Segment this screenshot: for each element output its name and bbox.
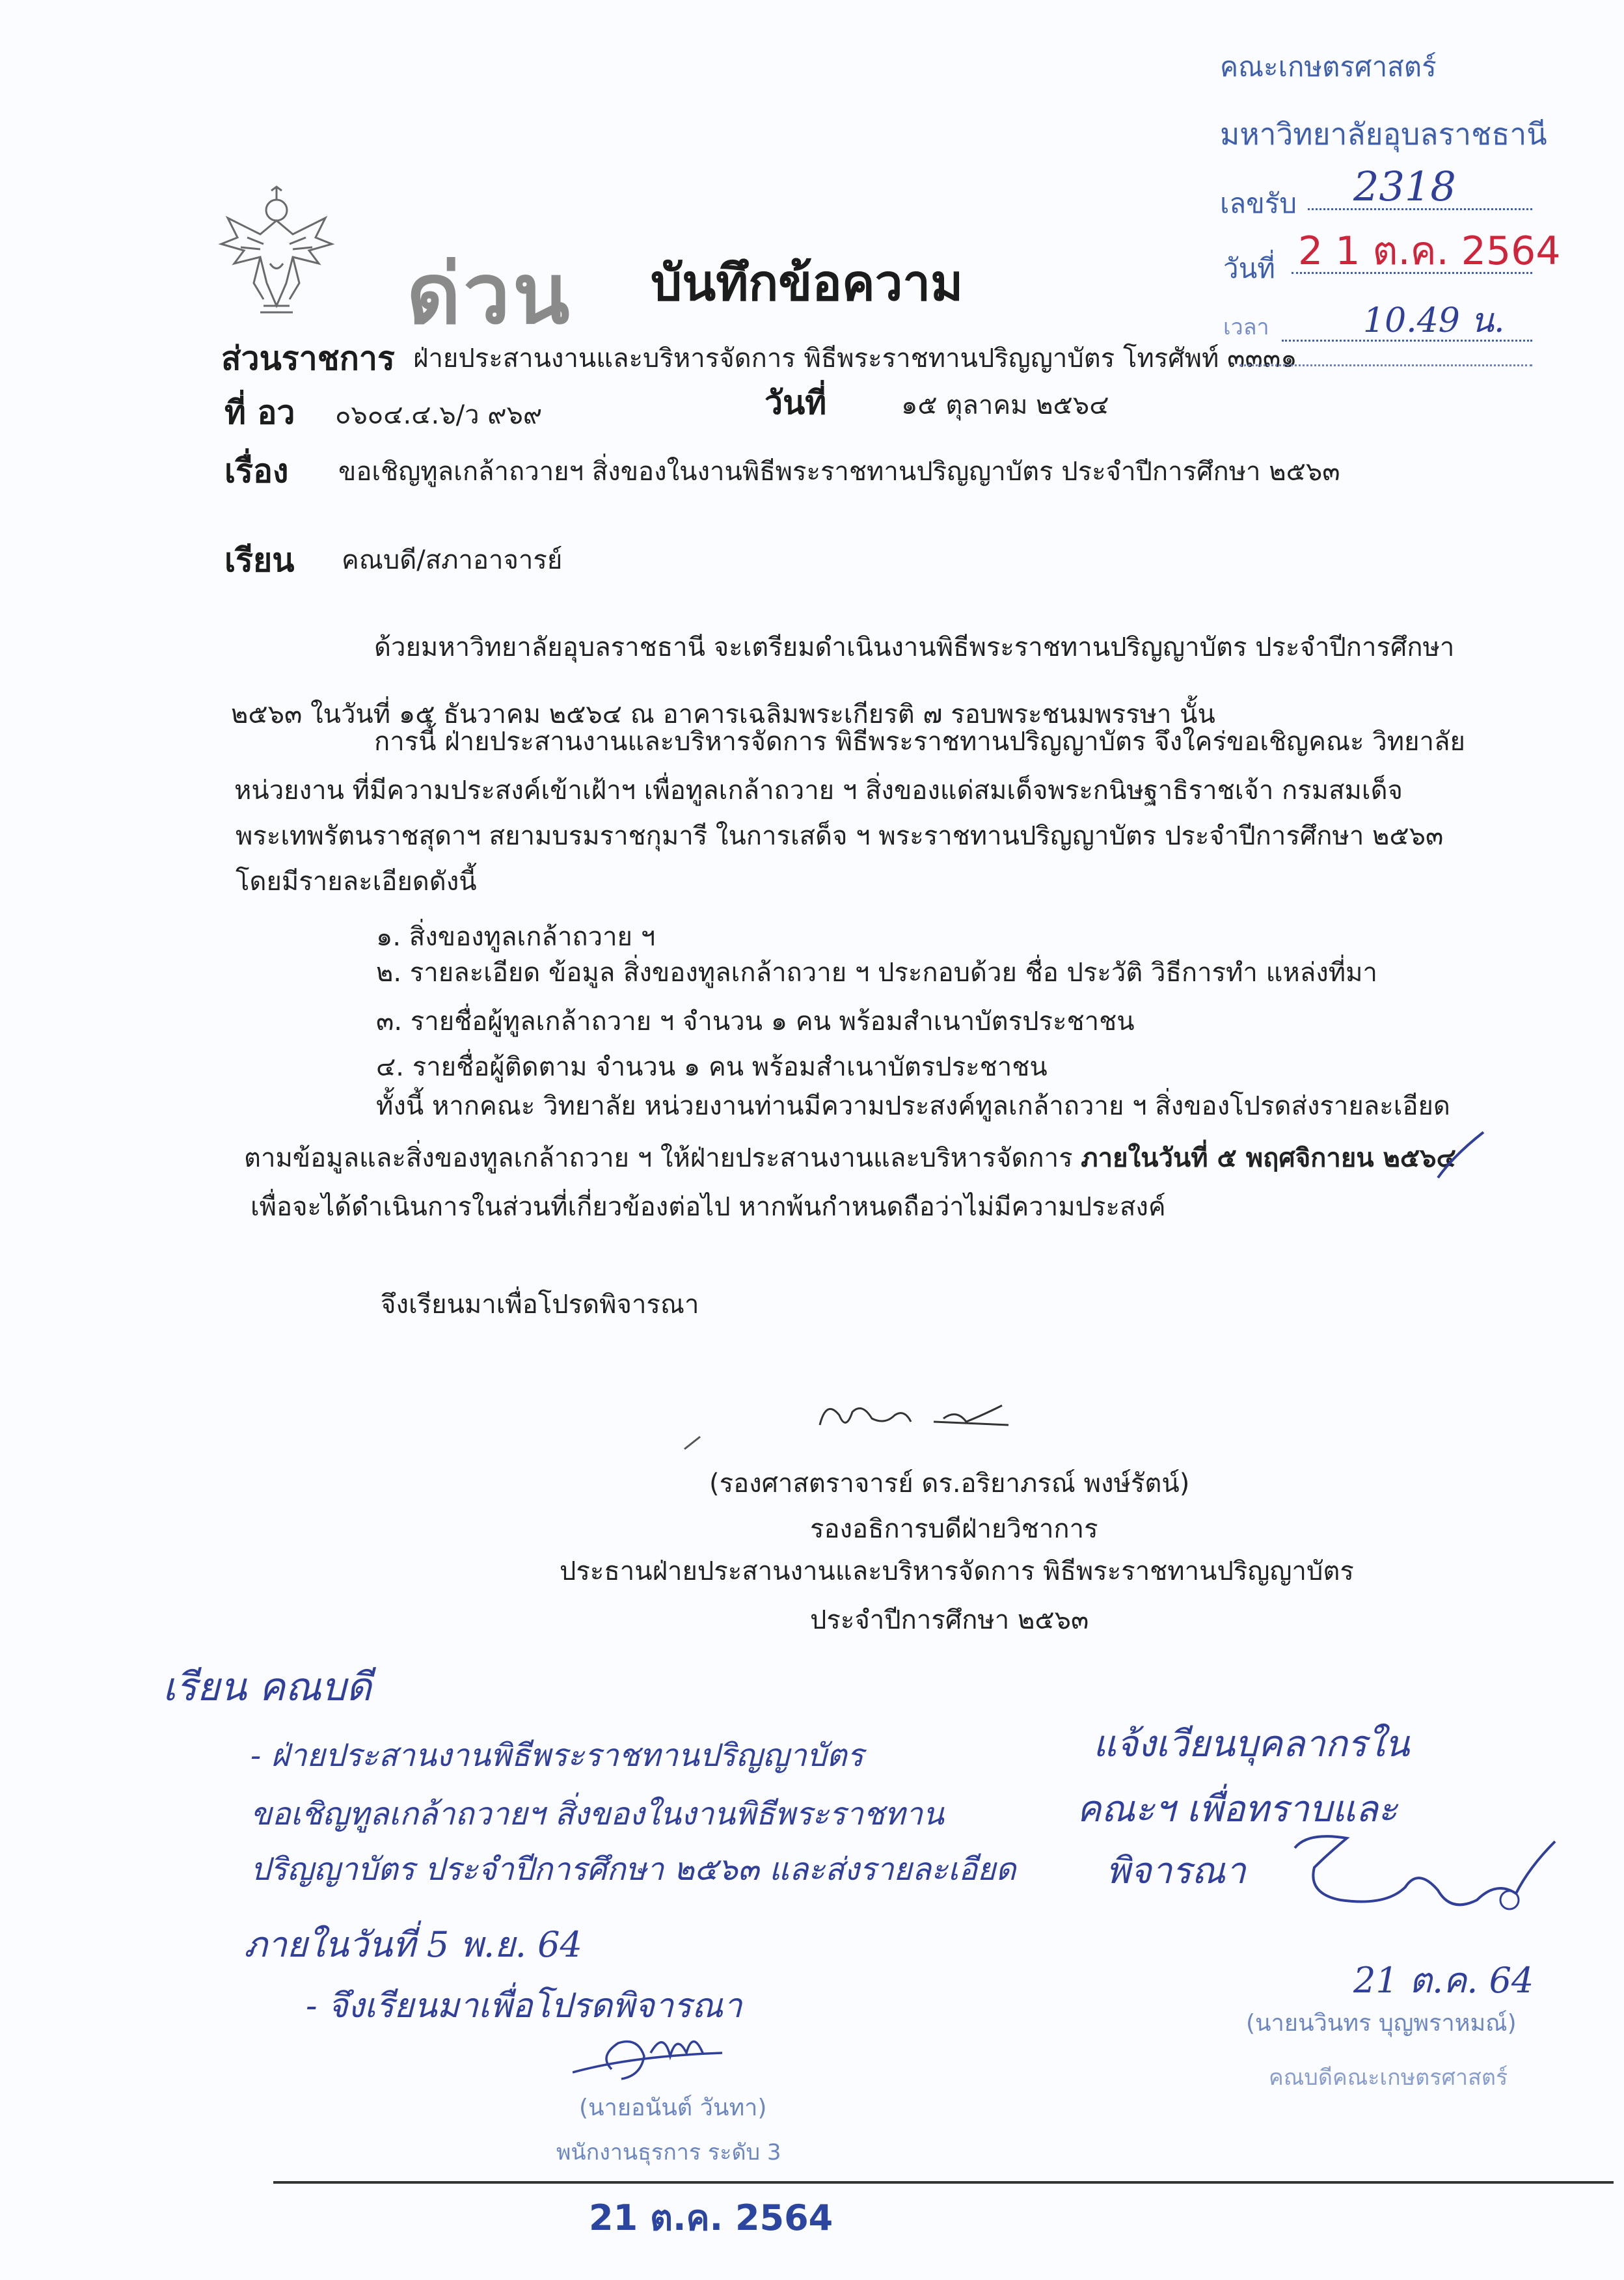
dean-signature: [1288, 1828, 1562, 1948]
memo-date: ๑๕ ตุลาคม ๒๕๖๔: [901, 390, 1109, 420]
list-item-1: ๑. สิ่งของทูลเกล้าถวาย ฯ: [376, 922, 656, 952]
clerk-signature: [573, 2017, 729, 2091]
dean-position: คณบดีคณะเกษตรศาสตร์: [1269, 2065, 1508, 2091]
paragraph-2-line-1: การนี้ ฝ่ายประสานงานและบริหารจัดการ พิธีพระราชทานปริญญาบัตร จึงใคร่ขอเชิญคณะ วิทยาลัย: [374, 727, 1465, 757]
signatory-name: (รองศาสตราจารย์ ดร.อริยาภรณ์ พงษ์รัตน์): [709, 1469, 1190, 1499]
signatory-position-2: ประธานฝ่ายประสานงานและบริหารจัดการ พิธีพระราชทานปริญญาบัตร: [560, 1556, 1354, 1586]
paragraph-3-line-1: ทั้งนี้ หากคณะ วิทยาลัย หน่วยงานท่านมีความประสงค์ทูลเกล้าถวาย ฯ สิ่งของโปรดส่งรายละเอียด: [376, 1091, 1450, 1121]
paragraph-3-line-3: เพื่อจะได้ดำเนินการในส่วนที่เกี่ยวข้องต่อไป หากพ้นกำหนดถือว่าไม่มีความประสงค์: [250, 1192, 1166, 1222]
subject-label: เรื่อง: [224, 452, 289, 490]
paragraph-2-line-4: โดยมีรายละเอียดดังนี้: [236, 867, 477, 897]
memo-title: บันทึกข้อความ: [651, 254, 964, 312]
receipt-stamp-org-line1: คณะเกษตรศาสตร์: [1220, 51, 1437, 83]
department-label: ส่วนราชการ: [221, 340, 395, 377]
receipt-date: 2 1 ต.ค. 2564: [1298, 228, 1561, 274]
note-left-line-5: ภายในวันที่ 5 พ.ย. 64: [244, 1924, 582, 1965]
page-bottom-rule: [273, 2181, 1614, 2184]
receipt-stamp-org-line2: มหาวิทยาลัยอุบลราชธานี: [1220, 116, 1547, 152]
reference-label: ที่ อว: [224, 394, 295, 431]
department-value: ฝ่ายประสานงานและบริหารจัดการ พิธีพระราชทานปริญญาบัตร โทรศัพท์ ๓๓๓๑: [413, 344, 1297, 373]
department-dotline: [1239, 364, 1532, 366]
list-item-3: ๓. รายชื่อผู้ทูลเกล้าถวาย ฯ จำนวน ๑ คน พร้อมสำเนาบัตรประชาชน: [376, 1007, 1135, 1037]
note-right-line-1: แจ้งเวียนบุคลากรใน: [1093, 1723, 1410, 1765]
receipt-time: 10.49 น.: [1363, 301, 1505, 340]
list-item-4: ๔. รายชื่อผู้ติดตาม จำนวน ๑ คน พร้อมสำเนาบัตรประชาชน: [376, 1052, 1048, 1082]
clerk-position: พนักงานธุรการ ระดับ 3: [556, 2139, 781, 2165]
reference-number: ๐๖๐๔.๔.๖/ว ๙๖๙: [335, 400, 543, 430]
paragraph-3-line-2-text: ตามข้อมูลและสิ่งของทูลเกล้าถวาย ฯ ให้ฝ่ายประสานงานและบริหารจัดการ: [244, 1143, 1081, 1173]
urgent-stamp: ด่วน: [407, 246, 573, 343]
list-item-2: ๒. รายละเอียด ข้อมูล สิ่งของทูลเกล้าถวาย ฯ ประกอบด้วย ชื่อ ประวัติ วิธีการทำ แหล่งที่มา: [376, 958, 1377, 988]
recipient-label: เรียน: [224, 541, 295, 579]
subject-value: ขอเชิญทูลเกล้าถวายฯ สิ่งของในงานพิธีพระราชทานปริญญาบัตร ประจำปีการศึกษา ๒๕๖๓: [338, 457, 1340, 487]
clerk-name: (นายอนันต์ วันทา): [579, 2095, 767, 2121]
deadline-text: ภายในวันที่ ๕ พฤศจิกายน ๒๕๖๔: [1081, 1143, 1456, 1173]
clerk-date: 21 ต.ค. 2564: [589, 2197, 833, 2238]
receipt-number-label: เลขรับ: [1220, 187, 1297, 219]
paragraph-1-line-1: ด้วยมหาวิทยาลัยอุบลราชธานี จะเตรียมดำเนินงานพิธีพระราชทานปริญญาบัตร ประจำปีการศึกษา: [374, 632, 1455, 662]
closing-line: จึงเรียนมาเพื่อโปรดพิจารณา: [381, 1290, 699, 1320]
note-left-line-2: - ฝ่ายประสานงานพิธีพระราชทานปริญญาบัตร: [250, 1737, 864, 1774]
note-left-line-4: ปริญญาบัตร ประจำปีการศึกษา ๒๕๖๓ และส่งรายละเอียด: [250, 1851, 1016, 1888]
note-left-line-6: - จึงเรียนมาเพื่อโปรดพิจารณา: [306, 1987, 742, 2026]
signature-tick-mark: [683, 1435, 703, 1454]
signatory-position-3: ประจำปีการศึกษา ๒๕๖๓: [810, 1605, 1089, 1635]
receipt-date-label: วันที่: [1223, 252, 1275, 284]
receipt-time-label: เวลา: [1223, 314, 1269, 340]
note-left-line-1: เรียน คณบดี: [163, 1664, 372, 1710]
paragraph-2-line-2: หน่วยงาน ที่มีความประสงค์เข้าเฝ้าฯ เพื่อทูลเกล้าถวาย ฯ สิ่งของแด่สมเด็จพระกนิษฐาธิราชเจ้า กรมสมเด็จ: [234, 776, 1403, 806]
note-right-line-3: พิจารณา: [1106, 1850, 1246, 1892]
dean-date: 21 ต.ค. 64: [1353, 1960, 1534, 2001]
note-right-line-2: คณะฯ เพื่อทราบและ: [1077, 1788, 1398, 1830]
receipt-number: 2318: [1353, 163, 1456, 210]
signatory-signature: [813, 1386, 1022, 1447]
memo-date-label: วันที่: [765, 384, 827, 422]
signatory-position-1: รองอธิการบดีฝ่ายวิชาการ: [810, 1514, 1098, 1544]
dean-name: (นายนวินทร บุญพราหมณ์): [1246, 2010, 1517, 2037]
handwritten-check-mark: [1435, 1129, 1487, 1184]
paragraph-3-line-2: [244, 1145, 1456, 1171]
recipient-value: คณบดี/สภาอาจารย์: [342, 545, 563, 575]
garuda-emblem-icon: [215, 185, 338, 316]
paragraph-1-line-2: ๒๕๖๓ ในวันที่ ๑๕ ธันวาคม ๒๕๖๔ ณ อาคารเฉลิมพระเกียรติ ๗ รอบพระชนมพรรษา นั้น: [231, 699, 1215, 729]
note-left-line-3: ขอเชิญทูลเกล้าถวายฯ สิ่งของในงานพิธีพระราชทาน: [250, 1796, 944, 1832]
paragraph-2-line-3: พระเทพรัตนราชสุดาฯ สยามบรมราชกุมารี ในการเสด็จ ฯ พระราชทานปริญญาบัตร ประจำปีการศึกษา ๒๕๖๓: [236, 821, 1444, 851]
